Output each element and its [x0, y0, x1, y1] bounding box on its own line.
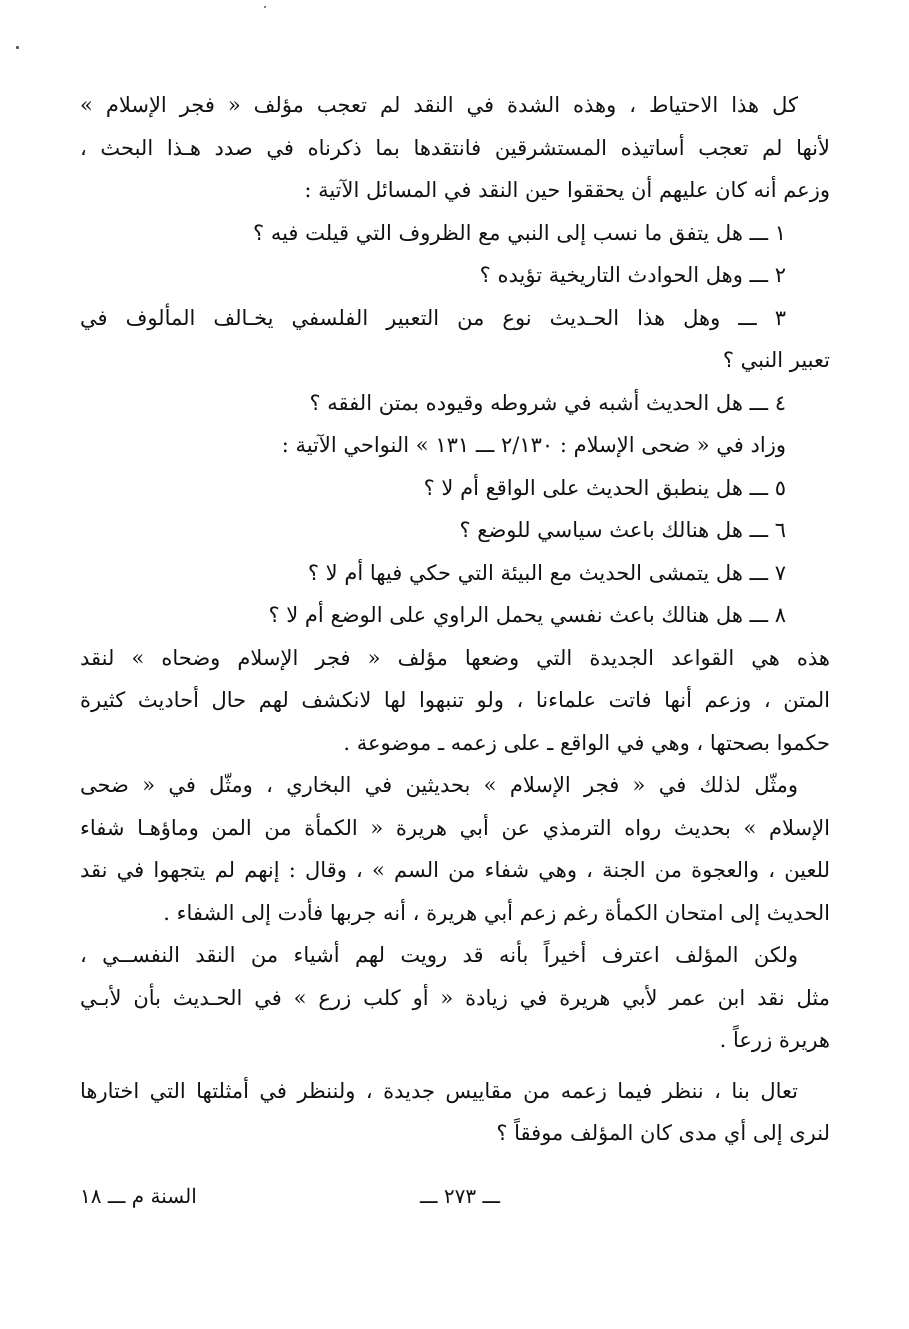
- list-item: [80, 594, 830, 637]
- paragraph: [80, 84, 830, 212]
- paragraph: [80, 637, 830, 765]
- text-line: كل هذا الاحتياط ، وهذه الشدة في النقد لم تعجب مؤلف « فجر الإسلام »: [80, 93, 798, 117]
- text-line: ١ ـــ هل يتفق ما نسب إلى النبي مع الظروف التي قيلت فيه ؟: [253, 220, 786, 245]
- text-line: للعين ، والعجوة من الجنة ، وهي شفاء من السم » ، وقال : إنهم لم يتجهوا في نقد: [80, 858, 830, 882]
- text-line: ومثّل لذلك في « فجر الإسلام » بحديثين في البخاري ، ومثّل في « ضحى: [80, 773, 798, 797]
- text-line: ٣ ـــ وهل هذا الحـديث نوع من التعبير الفلسفي يخـالف المألوف في: [80, 305, 786, 330]
- text-line: تعال بنا ، ننظر فيما زعمه من مقاييس جديدة ، ولننظر في أمثلتها التي اختارها: [80, 1078, 798, 1103]
- text-line: هريرة زرعاً .: [719, 1028, 830, 1052]
- list-item: [80, 254, 830, 297]
- list-item: [80, 212, 830, 255]
- text-line: ٧ ـــ هل يتمشى الحديث مع البيئة التي حكي فيها أم لا ؟: [307, 560, 786, 585]
- paragraph: [80, 1070, 830, 1155]
- text-line: ولكن المؤلف اعترف أخيراً بأنه قد رويت لهم أشياء من النقد النفســي ،: [80, 943, 798, 967]
- list-item: [80, 382, 830, 425]
- scan-speck: [16, 46, 19, 49]
- paragraph: [80, 934, 830, 1062]
- list-item: [80, 552, 830, 595]
- paragraph: [80, 424, 830, 467]
- text-line: حكموا بصحتها ، وهي في الواقع ـ على زعمه ـ موضوعة .: [343, 730, 830, 755]
- text-line: هذه هي القواعد الجديدة التي وضعها مؤلف « فجر الإسلام وضحاه » لنقد: [80, 645, 830, 670]
- text-line: لنرى إلى أي مدى كان المؤلف موفقاً ؟: [496, 1121, 830, 1145]
- text-line: لأنها لم تعجب أساتيذه المستشرقين فانتقدها بما ذكرناه في صدد هـذا البحث ،: [80, 135, 830, 160]
- text-line: تعبير النبي ؟: [722, 348, 830, 372]
- page-number: ـــ ٢٧٣ ـــ: [419, 1184, 501, 1208]
- paragraph-gap: [80, 1062, 830, 1070]
- signature-mark: السنة م ـــ ١٨: [80, 1184, 197, 1208]
- document-body: [80, 84, 830, 1155]
- list-item: [80, 509, 830, 552]
- text-line: ٦ ـــ هل هنالك باعث سياسي للوضع ؟: [459, 518, 786, 542]
- text-line: المتن ، وزعم أنها فاتت علماءنا ، ولو تنبهوا لها لانكشف لهم حال أحاديث كثيرة: [80, 688, 830, 712]
- text-line: ٥ ـــ هل ينطبق الحديث على الواقع أم لا ؟: [423, 475, 786, 500]
- text-line: الإسلام » بحديث رواه الترمذي عن أبي هريرة « الكمأة من المن وماؤهـا شفاء: [80, 815, 830, 840]
- text-line: ٤ ـــ هل الحديث أشبه في شروطه وقيوده بمتن الفقه ؟: [309, 390, 786, 415]
- text-line: ٢ ـــ وهل الحوادث التاريخية تؤيده ؟: [479, 263, 786, 287]
- list-item: [80, 467, 830, 510]
- scan-speck: [264, 6, 266, 8]
- text-line: ٨ ـــ هل هنالك باعث نفسي يحمل الراوي على الوضع أم لا ؟: [268, 603, 786, 627]
- text-line: وزعم أنه كان عليهم أن يحققوا حين النقد في المسائل الآتية :: [304, 178, 830, 202]
- text-line: مثل نقد ابن عمر لأبي هريرة في زيادة « أو كلب زرع » في الحـديث بأن لأبـي: [80, 985, 830, 1010]
- paragraph: [80, 764, 830, 934]
- text-line: وزاد في « ضحى الإسلام : ٢/١٣٠ ـــ ١٣١ » النواحي الآتية :: [281, 433, 786, 457]
- text-line: الحديث إلى امتحان الكمأة رغم زعم أبي هريرة ، أنه جربها فأدت إلى الشفاء .: [163, 900, 830, 925]
- page-footer: [80, 1184, 830, 1220]
- list-item: [80, 297, 830, 382]
